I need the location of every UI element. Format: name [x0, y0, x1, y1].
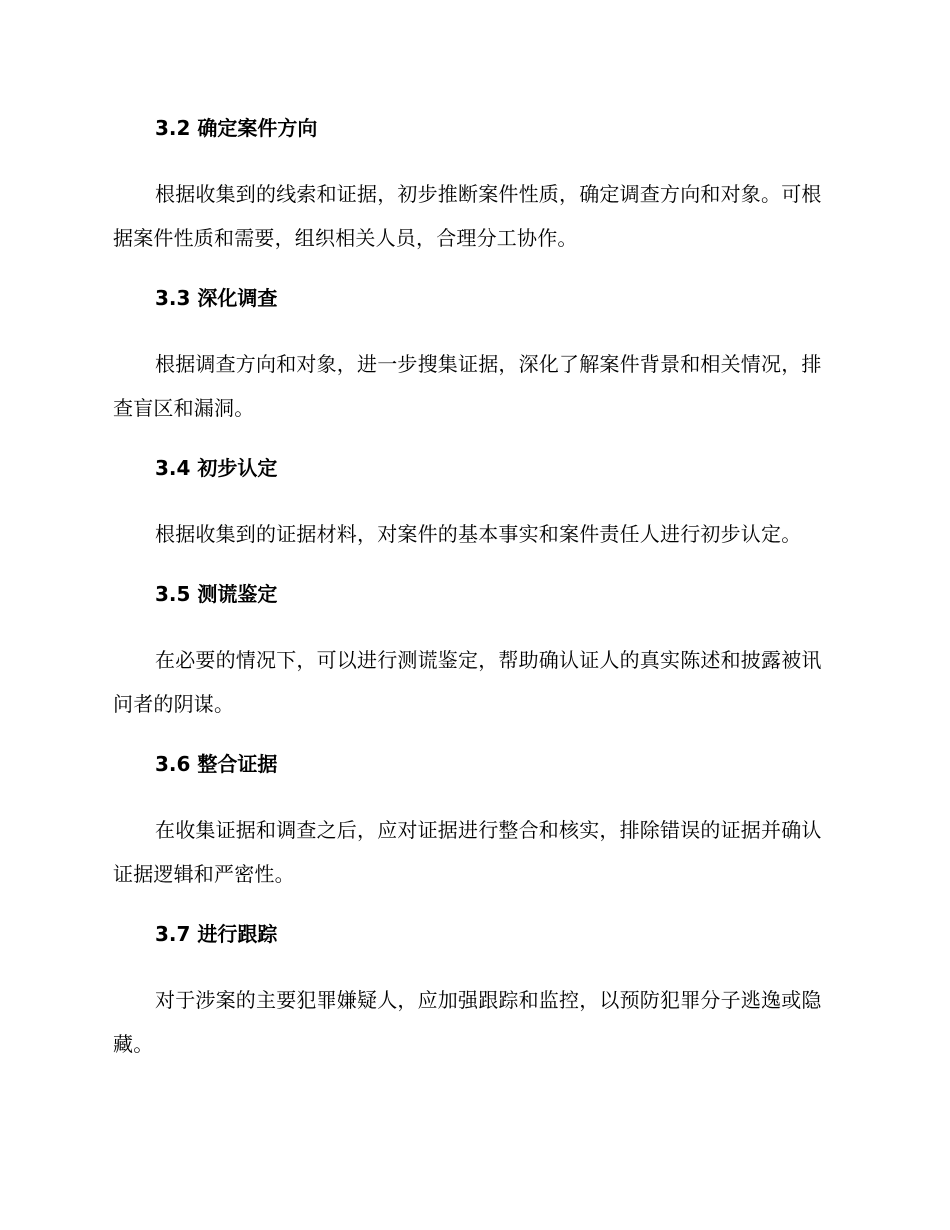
section-paragraph: 根据调查方向和对象，进一步搜集证据，深化了解案件背景和相关情况，排查盲区和漏洞。	[113, 352, 822, 420]
section-3-2	[113, 114, 832, 260]
section-heading: 3.2 确定案件方向	[155, 116, 318, 140]
section-heading: 3.5 测谎鉴定	[155, 582, 278, 606]
section-paragraph: 在必要的情况下，可以进行测谎鉴定，帮助确认证人的真实陈述和披露被讯问者的阴谋。	[113, 648, 822, 716]
section-heading: 3.6 整合证据	[155, 752, 278, 776]
section-paragraph: 根据收集到的证据材料，对案件的基本事实和案件责任人进行初步认定。	[155, 522, 802, 546]
section-3-4	[113, 454, 832, 556]
section-paragraph: 在收集证据和调查之后，应对证据进行整合和核实，排除错误的证据并确认证据逻辑和严密性。	[113, 818, 822, 886]
section-paragraph: 根据收集到的线索和证据，初步推断案件性质，确定调查方向和对象。可根据案件性质和需要，组织相关人员，合理分工协作。	[113, 182, 822, 250]
section-paragraph: 对于涉案的主要犯罪嫌疑人，应加强跟踪和监控，以预防犯罪分子逃逸或隐藏。	[113, 988, 822, 1056]
section-3-7	[113, 920, 832, 1066]
section-heading: 3.4 初步认定	[155, 456, 278, 480]
section-3-3	[113, 284, 832, 430]
section-heading: 3.7 进行跟踪	[155, 922, 278, 946]
section-3-5	[113, 580, 832, 726]
section-3-6	[113, 750, 832, 896]
section-heading: 3.3 深化调查	[155, 286, 278, 310]
